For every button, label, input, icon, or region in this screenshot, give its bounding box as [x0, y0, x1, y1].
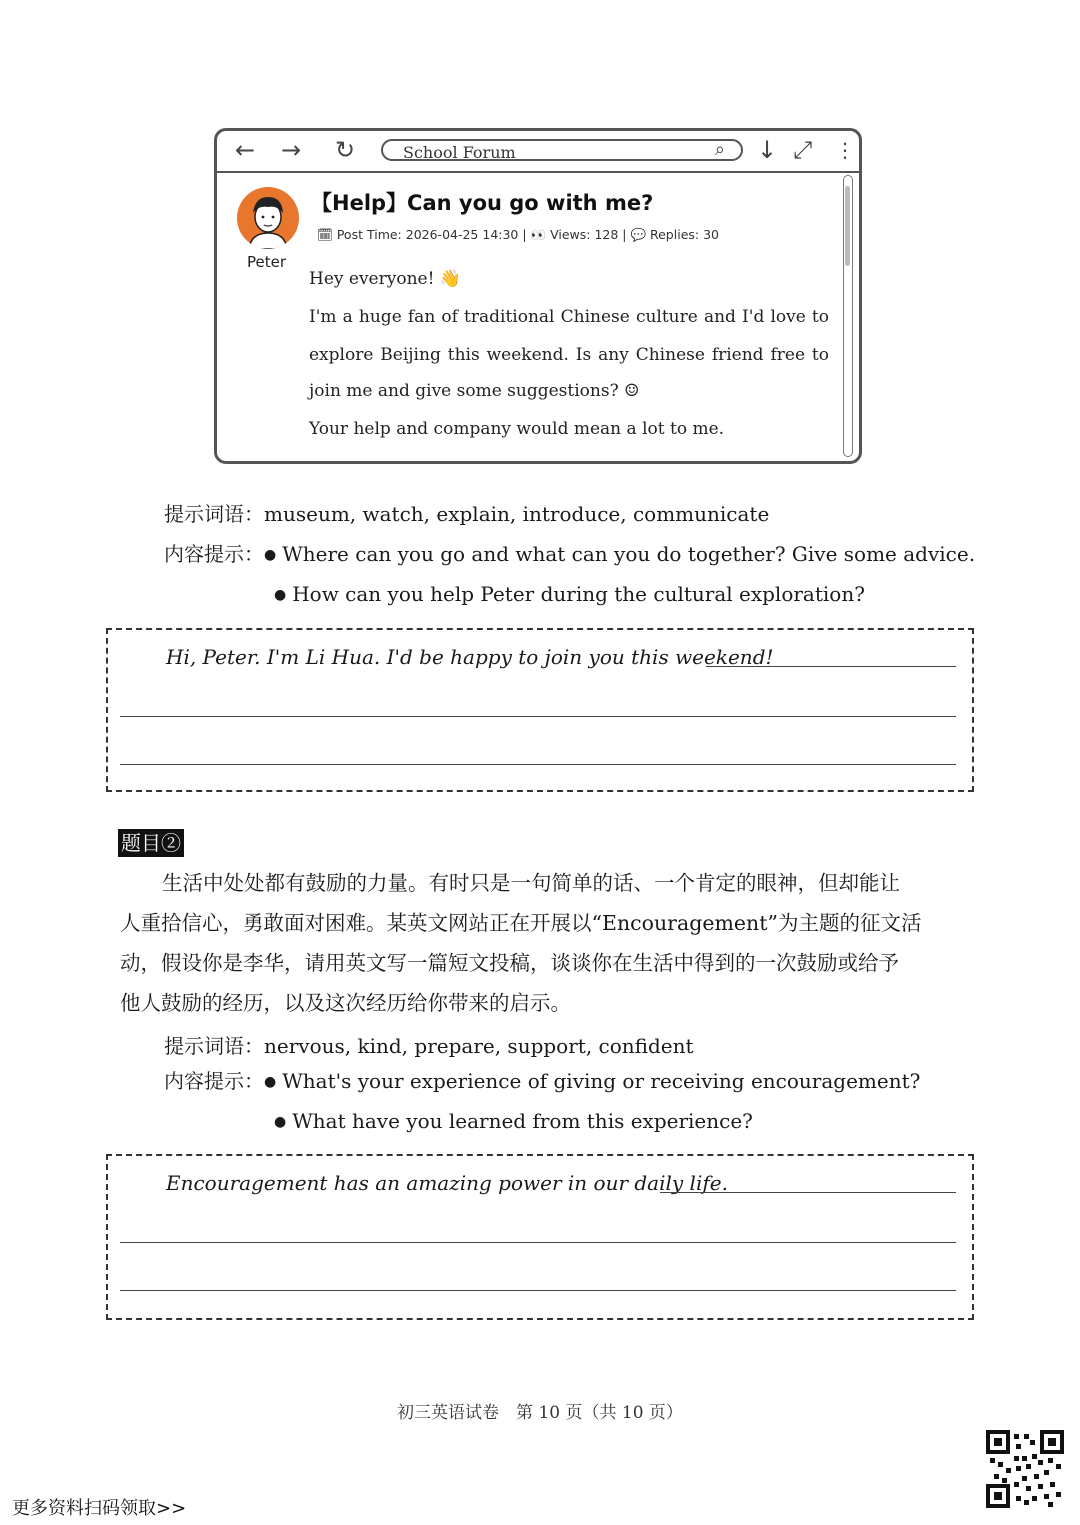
content-hint-item: Where can you go and what can you do together? Give some advice.	[282, 542, 976, 566]
post-title[interactable]: 【Help】Can you go with me?	[311, 191, 654, 215]
back-arrow-icon[interactable]: ←	[235, 136, 256, 164]
post-line: Your help and company would mean a lot to me.	[309, 419, 725, 439]
browser-toolbar	[217, 131, 859, 173]
page-footer: 初三英语试卷 第 10 页（共 10 页）	[397, 1403, 683, 1423]
scroll-thumb[interactable]	[845, 186, 850, 266]
hint-words: nervous, kind, prepare, support, confident	[264, 1034, 694, 1058]
bullet-icon: ●	[274, 587, 287, 603]
content-hint-item: How can you help Peter during the cultural exploration?	[292, 582, 865, 606]
post-line: I'm a huge fan of traditional Chinese culture and I'd love to	[309, 307, 829, 327]
scrollbar[interactable]	[843, 175, 853, 457]
answer-start-sentence: Encouragement has an amazing power in our daily life.	[166, 1171, 728, 1195]
answer-box[interactable]	[106, 628, 974, 792]
prompt-line: 他人鼓励的经历，以及这次经历给你带来的启示。	[120, 991, 571, 1015]
author-name[interactable]: Peter	[247, 253, 287, 271]
hint-words-row	[164, 1030, 694, 1059]
answer-line[interactable]	[660, 1192, 956, 1193]
post-line: explore Beijing this weekend. Is any Chinese friend free to	[309, 345, 829, 365]
section-tag: 题目②	[118, 829, 184, 857]
answer-line[interactable]	[120, 764, 956, 765]
more-menu-icon[interactable]: ⋮	[835, 138, 855, 162]
address-bar[interactable]	[381, 139, 743, 161]
answer-line[interactable]	[120, 1290, 956, 1291]
content-hint-row	[164, 538, 975, 567]
content-hint-row	[274, 1109, 753, 1133]
content-hint-item: What have you learned from this experience?	[292, 1109, 753, 1133]
bullet-icon: ●	[264, 547, 277, 563]
hint-words-label: 提示词语：	[164, 502, 264, 526]
qr-code-icon[interactable]	[986, 1430, 1064, 1508]
answer-box[interactable]	[106, 1154, 974, 1320]
content-hint-label: 内容提示：	[164, 1069, 264, 1093]
search-icon[interactable]: ⌕	[714, 139, 725, 160]
prompt-line: 人重拾信心，勇敢面对困难。某英文网站正在开展以“Encouragement”为主题的征文活	[120, 911, 922, 935]
forum-browser-window	[214, 128, 862, 464]
content-hint-label: 内容提示：	[164, 542, 264, 566]
content-hint-row	[164, 1065, 920, 1094]
post-line: join me and give some suggestions? ☺	[309, 381, 640, 401]
answer-start-sentence: Hi, Peter. I'm Li Hua. I'd be happy to join you this weekend!	[166, 645, 774, 669]
hint-words-label: 提示词语：	[164, 1034, 264, 1058]
prompt-line: 动，假设你是李华，请用英文写一篇短文投稿，谈谈你在生活中得到的一次鼓励或给予	[120, 951, 899, 975]
prompt-line: 生活中处处都有鼓励的力量。有时只是一句简单的话、一个肯定的眼神，但却能让	[162, 871, 900, 895]
answer-line[interactable]	[706, 666, 956, 667]
address-bar-text: School Forum	[403, 143, 516, 162]
post-meta: 🗓 Post Time: 2026-04-25 14:30 | 👀 Views: 128 | 💬 Replies: 30	[317, 227, 719, 242]
post-greeting: Hey everyone! 👋	[309, 269, 461, 289]
hint-words-row	[164, 498, 769, 527]
answer-line[interactable]	[120, 1242, 956, 1243]
refresh-icon[interactable]: ↻	[335, 136, 356, 164]
forward-arrow-icon[interactable]: →	[281, 136, 302, 164]
promo-text[interactable]: 更多资料扫码领取>>	[12, 1498, 187, 1519]
content-hint-item: What's your experience of giving or receiving encouragement?	[282, 1069, 921, 1093]
expand-icon[interactable]: ⤢	[793, 136, 813, 164]
bullet-icon: ●	[264, 1074, 277, 1090]
answer-line[interactable]	[120, 716, 956, 717]
content-hint-row	[274, 582, 865, 606]
bullet-icon: ●	[274, 1114, 287, 1130]
download-icon[interactable]: ↓	[757, 136, 778, 164]
hint-words: museum, watch, explain, introduce, communicate	[264, 502, 770, 526]
task-prompt-paragraph	[120, 863, 962, 1023]
avatar	[237, 187, 299, 249]
